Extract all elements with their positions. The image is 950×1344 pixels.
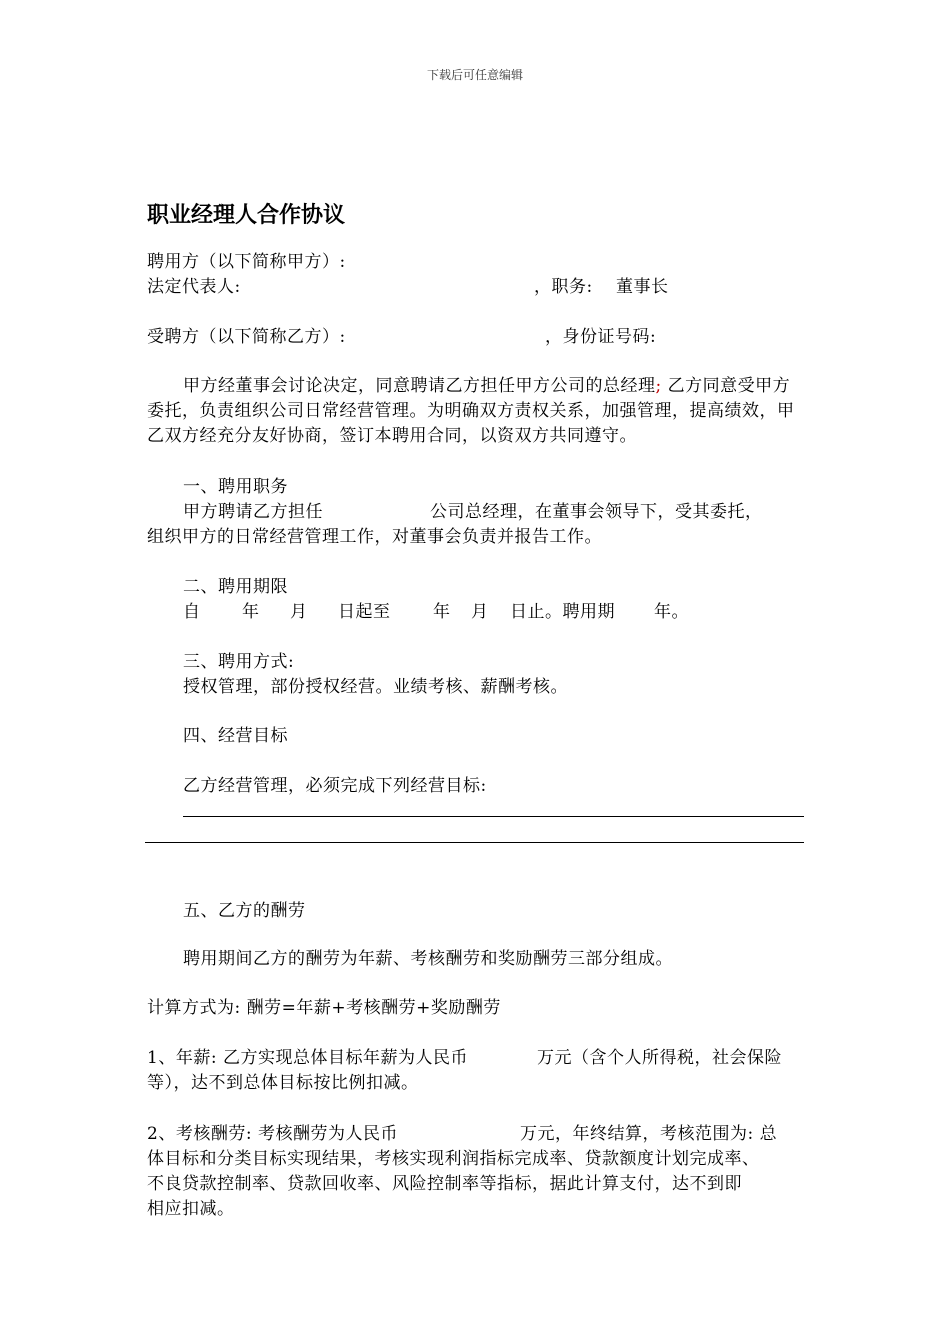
item-1-part-b: 万元（含个人所得税，社会保险	[537, 1048, 782, 1068]
legal-rep-label: 法定代表人:	[147, 277, 241, 297]
item-2-part-b: 万元，年终结算，考核范围为: 总	[520, 1124, 778, 1144]
compensation-formula: 计算方式为: 酬劳=年薪+考核酬劳+奖励酬劳	[147, 998, 501, 1018]
term-day-start: 日起至	[338, 602, 391, 622]
intro-paragraph	[147, 374, 807, 449]
section-1-line2: 组织甲方的日常经营管理工作，对董事会负责并报告工作。	[147, 527, 602, 547]
position-value: 董事长	[616, 277, 669, 297]
section-1-line1a: 甲方聘请乙方担任	[183, 502, 323, 522]
section-4-body: 乙方经营管理，必须完成下列经营目标:	[183, 776, 487, 796]
section-4-heading: 四、经营目标	[183, 726, 288, 746]
item-2-part-e: 相应扣减。	[147, 1199, 235, 1219]
item-1-part-a: 1、年薪: 乙方实现总体目标年薪为人民币	[147, 1048, 468, 1068]
section-3-heading: 三、聘用方式:	[183, 652, 295, 672]
page-header: 下载后可任意编辑	[426, 68, 523, 82]
section-1-heading: 一、聘用职务	[183, 477, 288, 497]
term-month-2: 月	[471, 602, 489, 622]
term-day-end: 日止。聘用期	[510, 602, 615, 622]
blank-line-2	[145, 842, 804, 843]
term-years: 年。	[654, 602, 689, 622]
section-5-heading: 五、乙方的酬劳	[183, 901, 306, 921]
item-2-part-d: 不良贷款控制率、贷款回收率、风险控制率等指标，据此计算支付，达不到即	[147, 1174, 742, 1194]
term-month-1: 月	[290, 602, 308, 622]
term-year-1: 年	[242, 602, 260, 622]
item-2-part-a: 2、考核酬劳: 考核酬劳为人民币	[147, 1124, 398, 1144]
blank-line-1	[183, 816, 804, 817]
section-3-body: 授权管理，部份授权经营。业绩考核、薪酬考核。	[183, 677, 568, 697]
intro-part1: 甲方经董事会讨论决定，同意聘请乙方担任甲方公司的总经理	[183, 376, 656, 396]
term-zi: 自	[183, 602, 201, 622]
section-1-line1b: 公司总经理，在董事会领导下，受其委托，	[430, 502, 763, 522]
item-1-part-c: 等），达不到总体目标按比例扣减。	[147, 1073, 419, 1093]
intro-part2: 乙方同意受甲方委托，负责组织公司日常经营管理。为明确双方责权关系，加强管理，提高绩效，甲乙双方经充分友好协商，签订本聘用合同，以资双方共同遵守。	[147, 376, 795, 446]
item-2-part-c: 体目标和分类目标实现结果，考核实现利润指标完成率、贷款额度计划完成率、	[147, 1149, 760, 1169]
employee-line: 受聘方（以下简称乙方）:	[147, 327, 346, 347]
section-5-body: 聘用期间乙方的酬劳为年薪、考核酬劳和奖励酬劳三部分组成。	[183, 949, 673, 969]
term-year-2: 年	[433, 602, 451, 622]
intro-semicolon: ;	[655, 376, 662, 396]
id-number-label: ，身份证号码:	[545, 327, 657, 347]
document-title: 职业经理人合作协议	[147, 202, 346, 228]
section-2-heading: 二、聘用期限	[183, 577, 288, 597]
employer-line: 聘用方（以下简称甲方）:	[147, 252, 346, 272]
position-label: ，职务:	[534, 277, 593, 297]
